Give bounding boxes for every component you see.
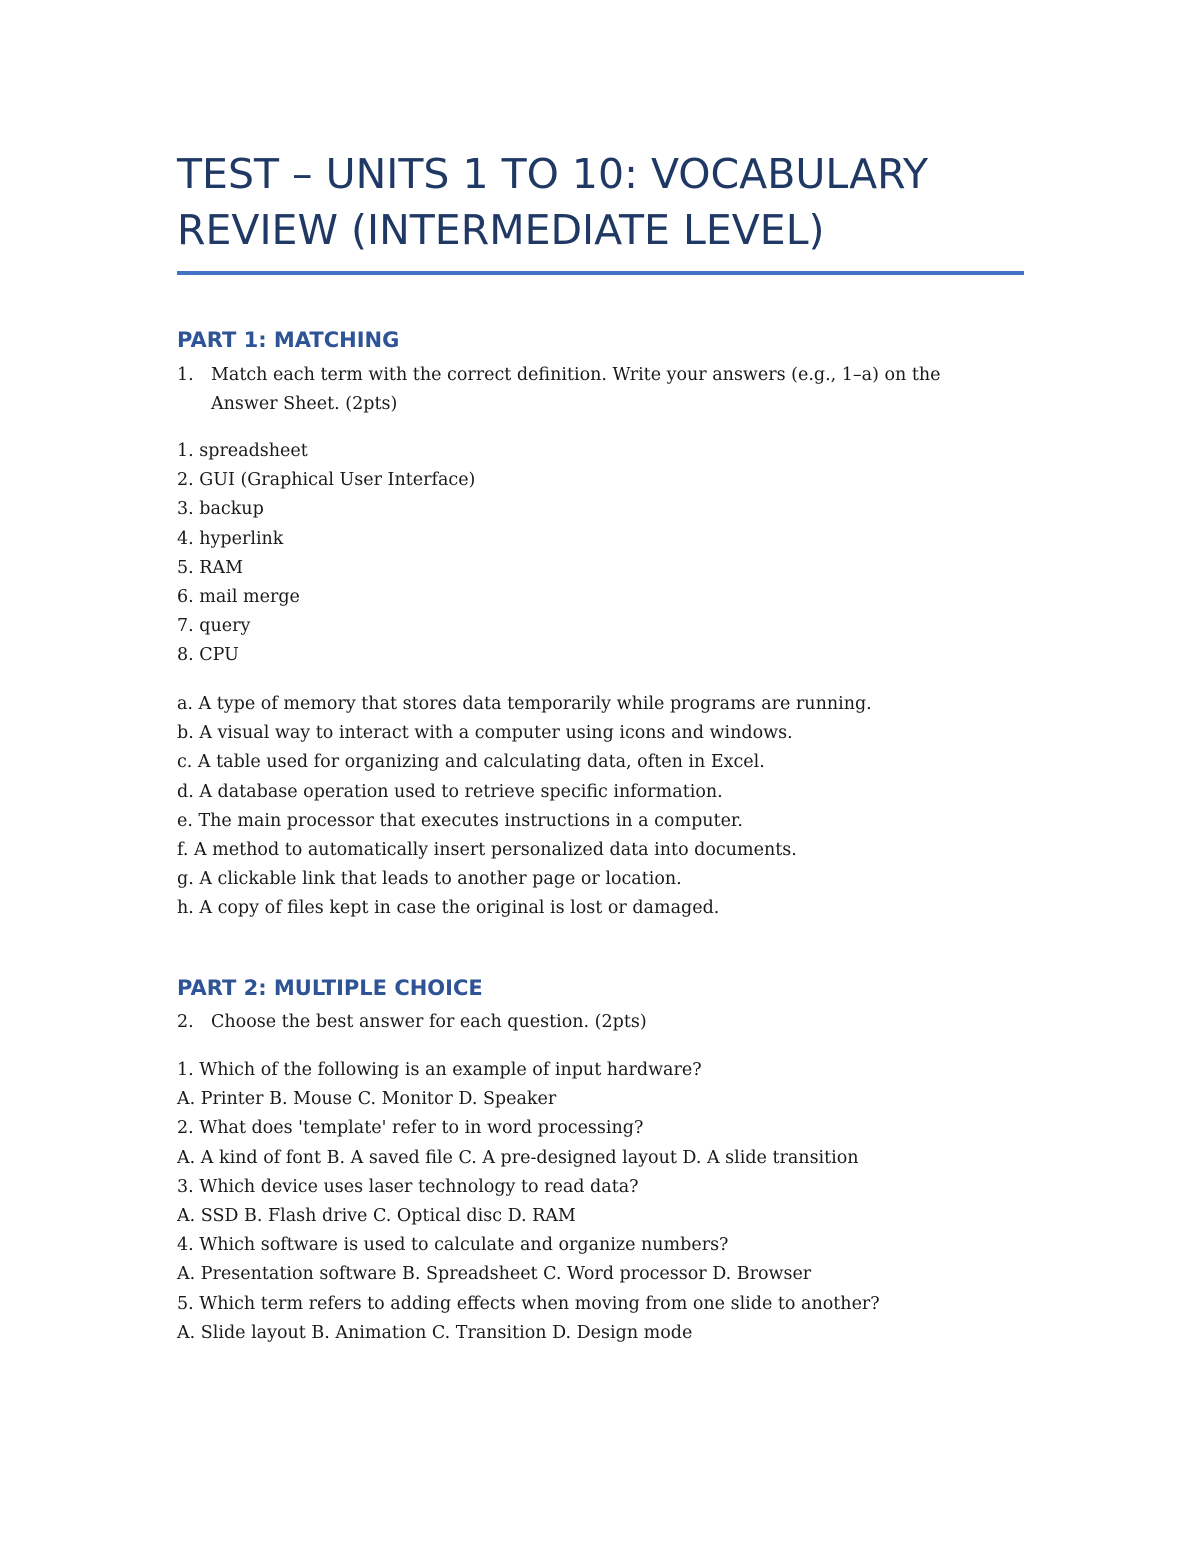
part2-questions-list [177,1056,880,1348]
question-text: 5. Which term refers to adding effects when moving from one slide to another? [177,1293,880,1314]
definition-item: g. A clickable link that leads to another page or location. [177,869,682,890]
definition-item: c. A table used for organizing and calculating data, often in Excel. [177,752,765,773]
definition-item: a. A type of memory that stores data temporarily while programs are running. [177,694,872,714]
question-text: 2. What does 'template' refer to in word processing? [177,1118,644,1139]
term-item: 4. hyperlink [177,528,284,549]
page-title: TEST – UNITS 1 TO 10: VOCABULARY REVIEW (INTERMEDIATE LEVEL) [177,150,929,254]
part2-instruction-number: 2. [177,1012,194,1032]
part1-instruction [177,361,997,419]
question-options: A. Slide layout B. Animation C. Transition D. Design mode [177,1322,693,1343]
part1-terms-list [177,437,475,671]
part1-definitions-list [177,690,872,924]
part2-instruction [177,1008,997,1037]
question-text: 3. Which device uses laser technology to read data? [177,1176,639,1197]
part1-instruction-number: 1. [177,365,194,385]
definition-item: d. A database operation used to retrieve specific information. [177,781,723,802]
term-item: 6. mail merge [177,587,300,608]
question-text: 4. Which software is used to calculate and organize numbers? [177,1235,729,1256]
definition-item: b. A visual way to interact with a computer using icons and windows. [177,723,793,744]
term-item: 3. backup [177,499,264,520]
part2-instruction-text: Choose the best answer for each question. (2pts) [211,1012,647,1032]
question-options: A. A kind of font B. A saved file C. A pre-designed layout D. A slide transition [177,1147,859,1168]
definition-item: f. A method to automatically insert personalized data into documents. [177,840,797,861]
question-options: A. SSD B. Flash drive C. Optical disc D. RAM [177,1206,576,1227]
definition-item: h. A copy of files kept in case the original is lost or damaged. [177,898,720,919]
question-options: A. Presentation software B. Spreadsheet C. Word processor D. Browser [177,1264,812,1285]
title-underline [177,271,1024,275]
term-item: 1. spreadsheet [177,441,308,461]
part2-heading: PART 2: MULTIPLE CHOICE [177,976,483,1000]
question-text: 1. Which of the following is an example of input hardware? [177,1060,702,1080]
term-item: 5. RAM [177,557,243,578]
question-options: A. Printer B. Mouse C. Monitor D. Speaker [177,1089,557,1110]
part1-instruction-text: Match each term with the correct definition. Write your answers (e.g., 1–a) on the Answer Sheet. (2pts) [211,365,941,414]
term-item: 2. GUI (Graphical User Interface) [177,470,476,491]
definition-item: e. The main processor that executes instructions in a computer. [177,810,743,831]
term-item: 7. query [177,616,251,637]
term-item: 8. CPU [177,645,239,666]
part1-heading: PART 1: MATCHING [177,328,400,352]
